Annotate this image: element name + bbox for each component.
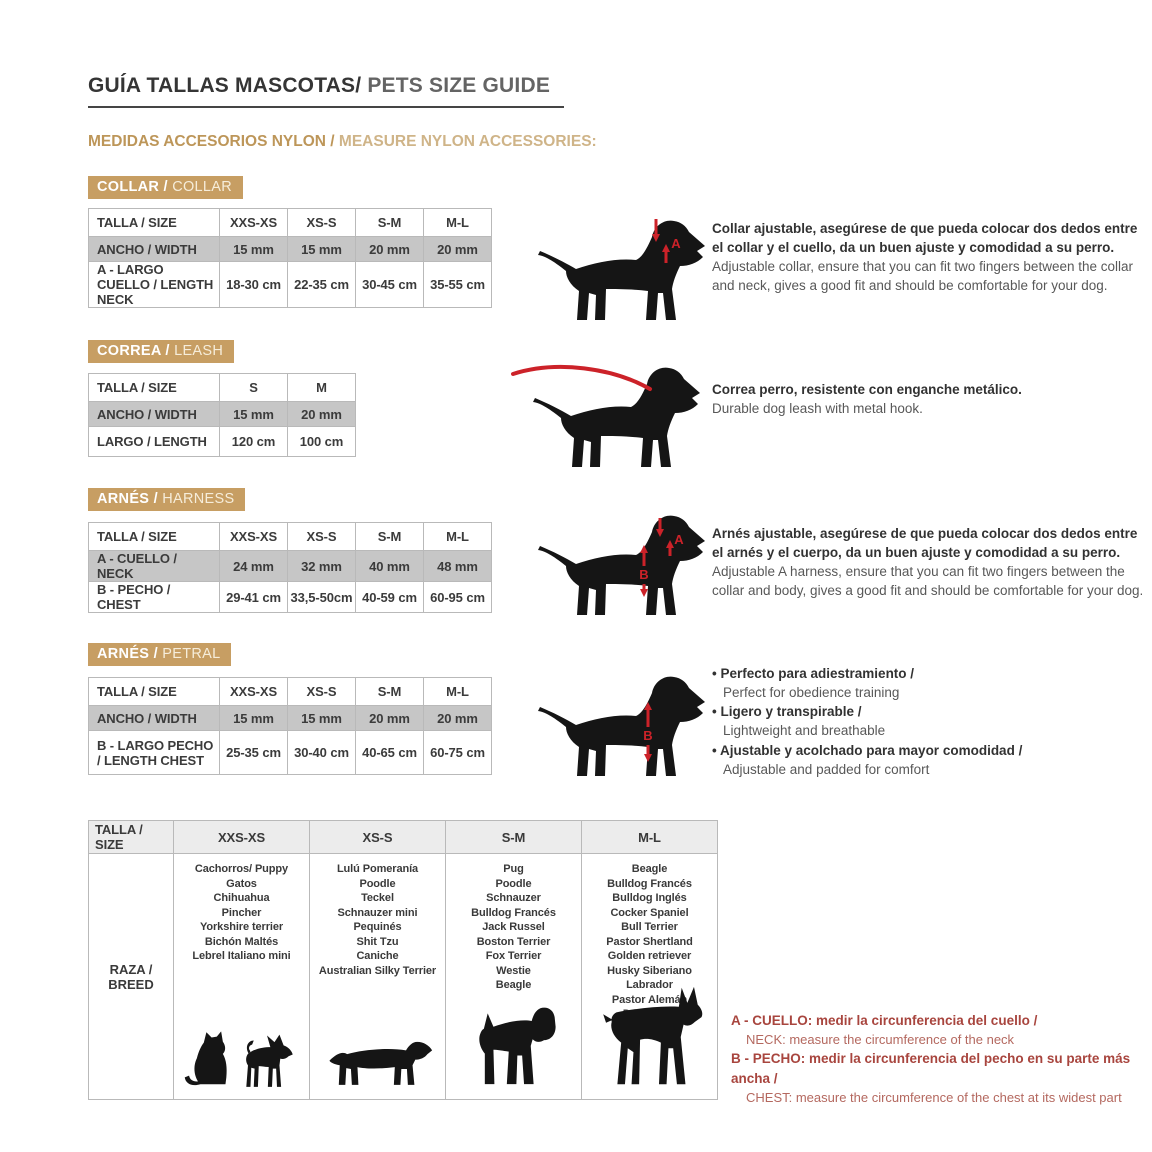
collar-section-badge bbox=[88, 176, 243, 199]
column-header: S-M bbox=[356, 678, 424, 706]
page-subtitle-en: MEASURE NYLON ACCESSORIES: bbox=[338, 133, 597, 150]
size-cell: 20 mm bbox=[356, 706, 424, 731]
leash-description-es: Correa perro, resistente con enganche metálico. bbox=[712, 382, 1022, 397]
column-header: XXS-XS bbox=[174, 821, 310, 854]
breed-item: Schnauzer mini bbox=[337, 906, 418, 919]
breed-item: Bichón Maltés bbox=[204, 935, 279, 948]
breed-item: Westie bbox=[496, 964, 531, 977]
column-header: XXS-XS bbox=[220, 678, 288, 706]
breed-cell-s-m bbox=[446, 854, 582, 1100]
petral-bullet-es: • Ligero y transpirable / bbox=[712, 702, 1022, 721]
row-label: ANCHO / WIDTH bbox=[89, 237, 220, 262]
column-header: TALLA / SIZE bbox=[89, 821, 174, 854]
measuring-notes bbox=[731, 1011, 1151, 1107]
doberman-silhouette-icon bbox=[594, 984, 706, 1088]
harness-description-es: Arnés ajustable, asegúrese de que pueda colocar dos dedos entre el arnés y el cuerpo, da un buen ajuste y comodidad a su perro. bbox=[712, 526, 1138, 561]
xs-s-animal bbox=[322, 1036, 434, 1093]
petral-bullet-es: • Perfecto para adiestramiento / bbox=[712, 664, 1022, 683]
breed-item: Cachorros/ Puppy bbox=[194, 863, 289, 875]
table-row bbox=[89, 706, 492, 731]
breed-item: Pastor Shertland bbox=[606, 935, 693, 948]
collar-badge-es: COLLAR / bbox=[97, 179, 173, 195]
size-cell: 40 mm bbox=[356, 551, 424, 582]
m-l-animal bbox=[594, 984, 706, 1093]
size-cell: 60-95 cm bbox=[424, 582, 492, 613]
size-cell: 40-65 cm bbox=[356, 731, 424, 775]
breed-item: Cocker Spaniel bbox=[610, 906, 689, 919]
size-cell: 120 cm bbox=[220, 427, 288, 457]
breed-list-s-m bbox=[446, 854, 581, 993]
harness-description-en: Adjustable A harness, ensure that you can fit two fingers between the collar and body, gives a good fit and should be comfortable for your dog. bbox=[712, 564, 1144, 599]
size-cell: 20 mm bbox=[424, 237, 492, 262]
column-header: M bbox=[288, 374, 356, 402]
column-header: M-L bbox=[424, 523, 492, 551]
breed-item: Schnauzer bbox=[486, 892, 541, 905]
breed-item: Beagle bbox=[631, 863, 668, 875]
column-header: S-M bbox=[356, 523, 424, 551]
breed-row bbox=[89, 854, 718, 1100]
page-subtitle bbox=[88, 133, 597, 151]
breed-item: Bull Terrier bbox=[621, 921, 678, 934]
table-row bbox=[89, 262, 492, 308]
petral-badge-es: ARNÉS / bbox=[97, 646, 163, 662]
leash-description-en: Durable dog leash with metal hook. bbox=[712, 401, 923, 417]
harness-badge-en: HARNESS bbox=[162, 491, 235, 507]
leash-badge-en: LEASH bbox=[174, 343, 224, 359]
table-row bbox=[89, 237, 492, 262]
page-subtitle-es: MEDIDAS ACCESORIOS NYLON / bbox=[88, 133, 339, 150]
column-header: XXS-XS bbox=[220, 523, 288, 551]
leash-dog-diagram-icon bbox=[495, 346, 710, 471]
row-label: LARGO / LENGTH bbox=[89, 427, 220, 457]
harness-marker-a: A bbox=[674, 532, 684, 547]
size-cell: 20 mm bbox=[424, 706, 492, 731]
column-header: S-M bbox=[356, 209, 424, 237]
size-cell: 15 mm bbox=[220, 237, 288, 262]
size-cell: 30-45 cm bbox=[356, 262, 424, 308]
size-cell: 15 mm bbox=[288, 706, 356, 731]
page-title-en: PETS SIZE GUIDE bbox=[361, 74, 551, 97]
breed-item: Pastor Alemán bbox=[611, 993, 688, 1006]
breed-item: Bulldog Francés bbox=[471, 906, 556, 919]
breed-item: Labrador bbox=[626, 979, 673, 992]
column-header: M-L bbox=[424, 209, 492, 237]
s-m-animal bbox=[468, 1000, 560, 1093]
table-header-row bbox=[89, 523, 492, 551]
row-label: ANCHO / WIDTH bbox=[89, 706, 220, 731]
size-cell: 33,5-50cm bbox=[288, 582, 356, 613]
column-header: S bbox=[220, 374, 288, 402]
column-header: TALLA / SIZE bbox=[89, 678, 220, 706]
breed-item: Lebrel Italiano mini bbox=[192, 950, 291, 963]
column-header: XXS-XS bbox=[220, 209, 288, 237]
petral-bullet-en: Perfect for obedience training bbox=[723, 685, 900, 701]
note-chest-es: B - PECHO: medir la circunferencia del pecho en su parte más ancha / bbox=[731, 1051, 1131, 1086]
breed-item: Teckel bbox=[361, 892, 394, 905]
petral-dog-diagram-icon bbox=[500, 655, 715, 780]
collar-description-en: Adjustable collar, ensure that you can fit two fingers between the collar and neck, gives a good fit and should be comfortable for your dog. bbox=[712, 259, 1133, 294]
breed-item: Poodle bbox=[359, 877, 396, 890]
petral-marker-b: B bbox=[643, 728, 653, 743]
table-header-row bbox=[89, 821, 718, 854]
harness-section-badge bbox=[88, 488, 245, 511]
table-row bbox=[89, 582, 492, 613]
size-cell: 15 mm bbox=[220, 706, 288, 731]
harness-size-table bbox=[88, 522, 492, 613]
breed-item: Husky Siberiano bbox=[607, 964, 692, 977]
petral-size-table bbox=[88, 677, 492, 775]
dachshund-silhouette-icon bbox=[322, 1036, 434, 1088]
breed-item: Shit Tzu bbox=[356, 935, 399, 948]
size-cell: 40-59 cm bbox=[356, 582, 424, 613]
petral-feature-list bbox=[712, 664, 1022, 779]
note-chest-en: CHEST: measure the circumference of the chest at its widest part bbox=[746, 1089, 1122, 1105]
row-label: ANCHO / WIDTH bbox=[89, 402, 220, 427]
breed-item: Poodle bbox=[495, 877, 532, 890]
breed-cell-m-l bbox=[582, 854, 718, 1100]
leash-line bbox=[513, 367, 650, 389]
breed-item: Boston Terrier bbox=[476, 935, 551, 948]
size-cell: 32 mm bbox=[288, 551, 356, 582]
column-header: TALLA / SIZE bbox=[89, 523, 220, 551]
leash-description bbox=[712, 380, 1146, 418]
chihuahua-silhouette-icon bbox=[243, 1031, 301, 1093]
collar-dog-diagram-icon bbox=[500, 199, 715, 324]
breed-item: Bulldog Francés bbox=[607, 877, 692, 890]
collar-badge-en: COLLAR bbox=[172, 179, 233, 195]
column-header: M-L bbox=[582, 821, 718, 854]
breed-item: Lulú Pomeranía bbox=[336, 863, 419, 875]
xxs-xs-animals bbox=[183, 1027, 301, 1093]
breed-cell-xxs-xs bbox=[174, 854, 310, 1100]
size-cell: 24 mm bbox=[220, 551, 288, 582]
size-cell: 29-41 cm bbox=[220, 582, 288, 613]
cat-silhouette-icon bbox=[183, 1027, 235, 1093]
breed-item: Chihuahua bbox=[213, 892, 270, 905]
breed-item: Gatos bbox=[226, 877, 257, 890]
row-label: B - LARGO PECHO / LENGTH CHEST bbox=[89, 731, 220, 775]
breed-item: Australian Silky Terrier bbox=[318, 964, 437, 977]
table-row bbox=[89, 427, 356, 457]
leash-size-table bbox=[88, 373, 356, 457]
size-cell: 18-30 cm bbox=[220, 262, 288, 308]
table-row bbox=[89, 402, 356, 427]
table-row bbox=[89, 551, 492, 582]
petral-bullet-en: Lightweight and breathable bbox=[723, 723, 886, 739]
schnauzer-silhouette-icon bbox=[468, 1000, 560, 1088]
size-cell: 60-75 cm bbox=[424, 731, 492, 775]
petral-bullet-es: • Ajustable y acolchado para mayor comodidad / bbox=[712, 741, 1022, 760]
breed-item: Beagle bbox=[495, 979, 532, 992]
column-header: TALLA / SIZE bbox=[89, 374, 220, 402]
breed-list-xxs-xs bbox=[174, 854, 309, 964]
size-cell: 22-35 cm bbox=[288, 262, 356, 308]
breed-item: Pincher bbox=[221, 906, 262, 919]
size-cell: 35-55 cm bbox=[424, 262, 492, 308]
column-header: S-M bbox=[446, 821, 582, 854]
table-header-row bbox=[89, 678, 492, 706]
harness-marker-b: B bbox=[639, 567, 649, 582]
breed-item: Pequinés bbox=[353, 921, 402, 934]
note-neck-en: NECK: measure the circumference of the neck bbox=[746, 1031, 1015, 1047]
petral-bullet-en: Adjustable and padded for comfort bbox=[723, 761, 930, 777]
collar-description-es: Collar ajustable, asegúrese de que pueda colocar dos dedos entre el collar y el cuello, da un buen ajuste y comodidad a su perro. bbox=[712, 221, 1138, 256]
breed-cell-xs-s bbox=[310, 854, 446, 1100]
breed-size-table bbox=[88, 820, 718, 1100]
table-header-row bbox=[89, 374, 356, 402]
table-row bbox=[89, 731, 492, 775]
column-header: TALLA / SIZE bbox=[89, 209, 220, 237]
size-cell: 48 mm bbox=[424, 551, 492, 582]
breed-item: Golden retriever bbox=[607, 950, 692, 963]
size-cell: 30-40 cm bbox=[288, 731, 356, 775]
breed-item: Caniche bbox=[356, 950, 399, 963]
breed-item: Yorkshire terrier bbox=[199, 921, 284, 934]
size-cell: 15 mm bbox=[288, 237, 356, 262]
breed-row-label: RAZA / BREED bbox=[89, 854, 174, 1100]
page-title-es: GUÍA TALLAS MASCOTAS/ bbox=[88, 74, 362, 97]
leash-section-badge bbox=[88, 340, 234, 363]
petral-badge-en: PETRAL bbox=[162, 646, 221, 662]
harness-description bbox=[712, 524, 1146, 601]
column-header: M-L bbox=[424, 678, 492, 706]
leash-badge-es: CORREA / bbox=[97, 343, 175, 359]
column-header: XS-S bbox=[310, 821, 446, 854]
harness-badge-es: ARNÉS / bbox=[97, 491, 163, 507]
petral-section-badge bbox=[88, 643, 231, 666]
breed-item: Pug bbox=[503, 863, 524, 875]
breed-item: Jack Russel bbox=[482, 921, 545, 934]
row-label: B - PECHO / CHEST bbox=[89, 582, 220, 613]
size-cell: 20 mm bbox=[288, 402, 356, 427]
size-cell: 100 cm bbox=[288, 427, 356, 457]
breed-item: Fox Terrier bbox=[485, 950, 542, 963]
row-label: A - LARGO CUELLO / LENGTH NECK bbox=[89, 262, 220, 308]
note-neck-es: A - CUELLO: medir la circunferencia del cuello / bbox=[731, 1013, 1038, 1028]
size-cell: 15 mm bbox=[220, 402, 288, 427]
collar-description bbox=[712, 219, 1146, 296]
column-header: XS-S bbox=[288, 678, 356, 706]
breed-list-xs-s bbox=[310, 854, 445, 978]
collar-marker-a: A bbox=[671, 236, 681, 251]
page-title bbox=[88, 74, 564, 108]
collar-size-table bbox=[88, 208, 492, 308]
column-header: XS-S bbox=[288, 209, 356, 237]
row-label: A - CUELLO / NECK bbox=[89, 551, 220, 582]
harness-dog-diagram-icon bbox=[500, 494, 715, 619]
column-header: XS-S bbox=[288, 523, 356, 551]
size-cell: 20 mm bbox=[356, 237, 424, 262]
table-header-row bbox=[89, 209, 492, 237]
size-cell: 25-35 cm bbox=[220, 731, 288, 775]
breed-item: Bulldog Inglés bbox=[612, 892, 687, 905]
